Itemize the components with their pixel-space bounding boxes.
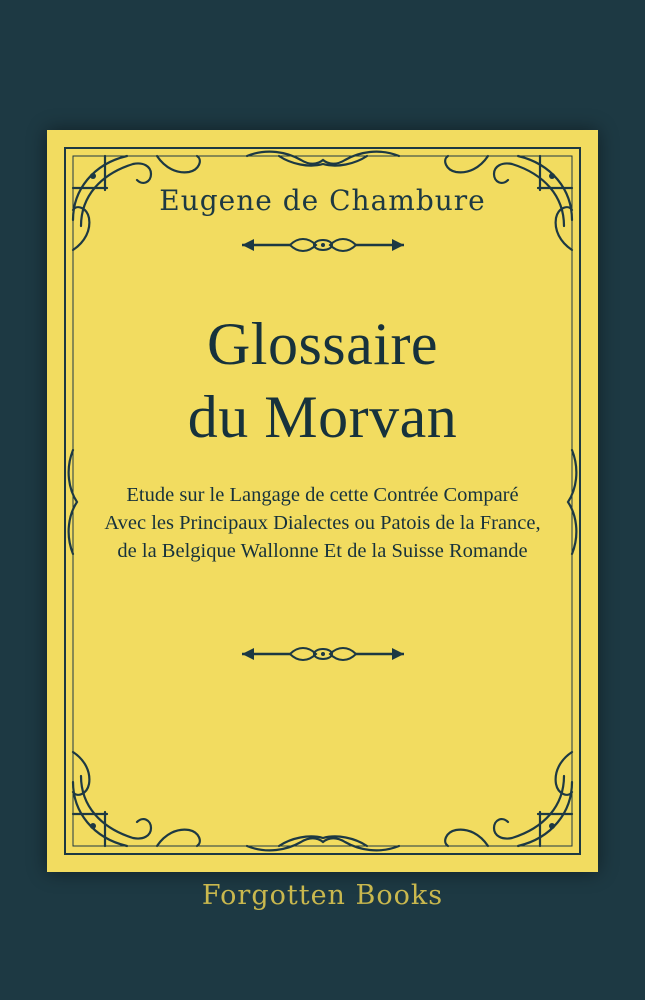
book-title <box>99 308 546 454</box>
publisher-logo <box>0 880 645 911</box>
author-name: Eugene de Chambure <box>159 184 486 217</box>
publisher-name: Forgotten Books <box>201 880 444 911</box>
book-title-line-1: Glossaire <box>206 311 439 377</box>
book-subtitle-line-3: de la Belgique Wallonne Et de la Suisse Romande <box>117 539 528 562</box>
book-subtitle-line-1: Etude sur le Langage de cette Contrée Comparé <box>126 484 519 507</box>
divider-ornament-top <box>228 233 418 257</box>
book-subtitle-line-2: Avec les Principaux Dialectes ou Patois de la France, <box>104 512 541 535</box>
book-cover-page <box>47 130 598 872</box>
book-title-line-2: du Morvan <box>187 384 458 451</box>
divider-ornament-bottom <box>228 642 418 666</box>
book-subtitle <box>99 482 546 565</box>
cover-content <box>47 130 598 872</box>
